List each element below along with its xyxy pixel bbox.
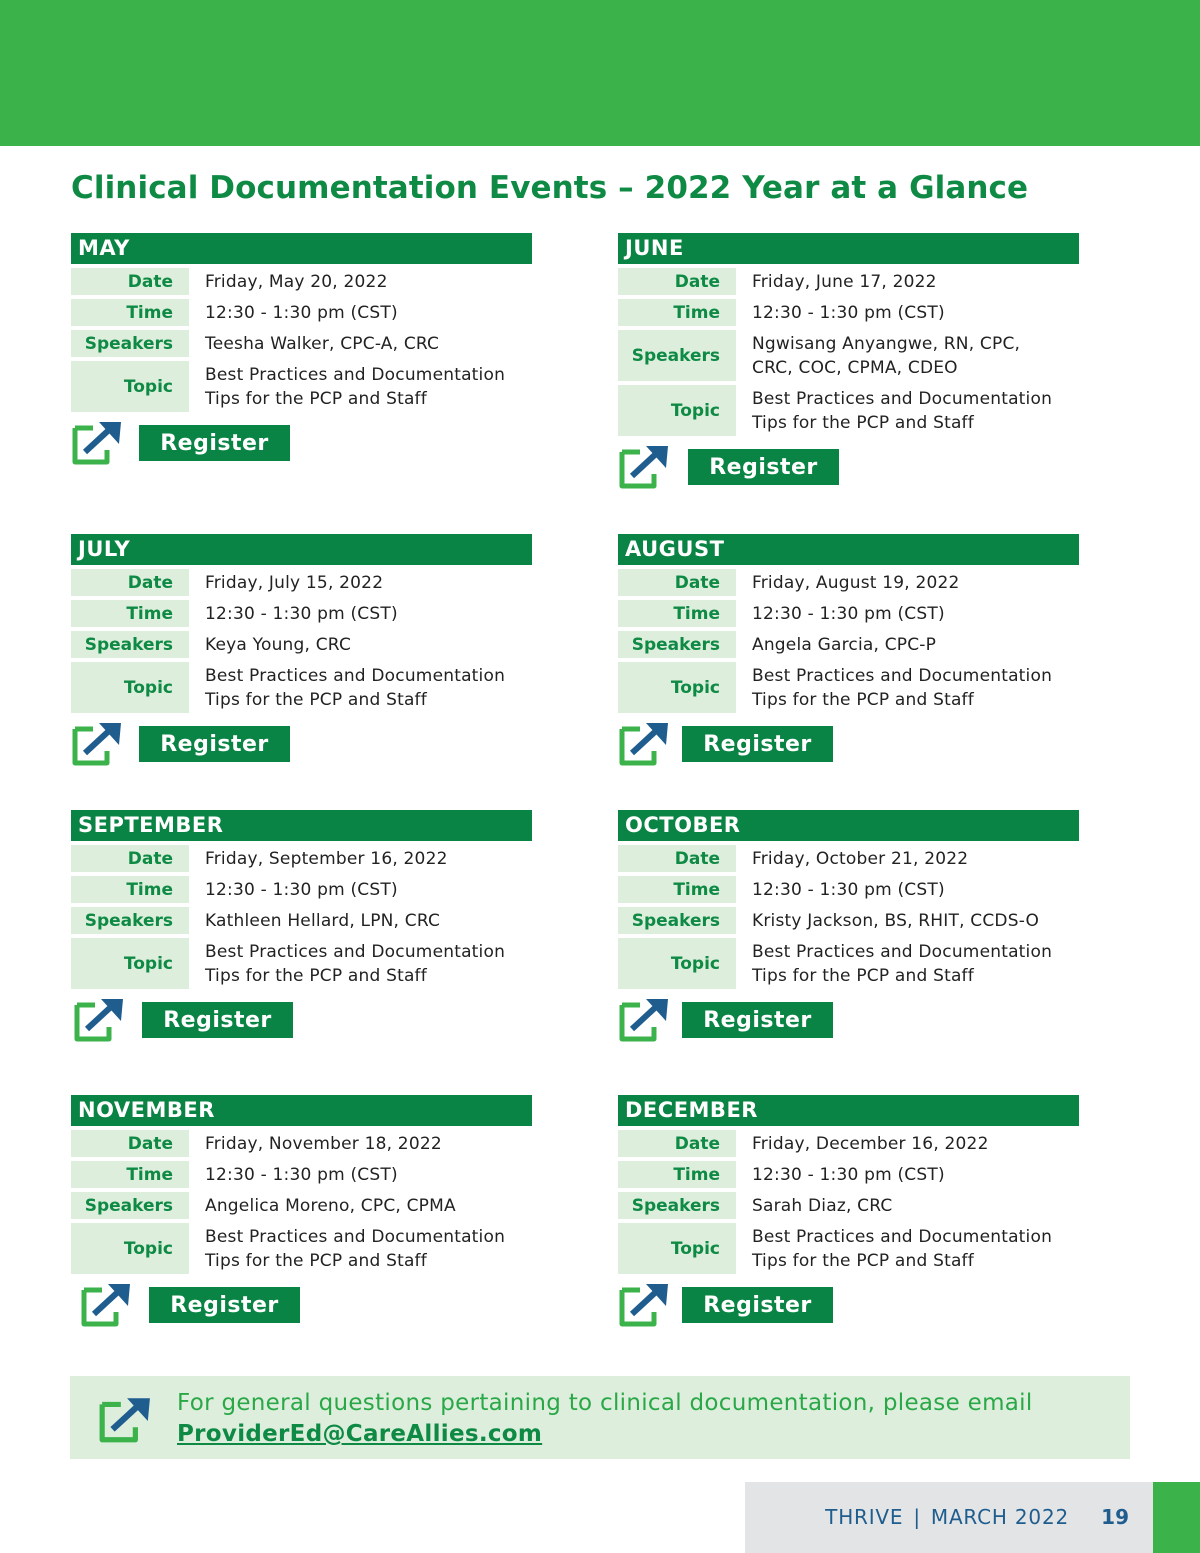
publication-line bbox=[825, 1505, 1069, 1529]
time-row bbox=[618, 876, 1079, 903]
time-value: 12:30 - 1:30 pm (CST) bbox=[205, 302, 398, 323]
line: Tips for the PCP and Staff bbox=[205, 689, 427, 710]
line: Best Practices and Documentation bbox=[752, 941, 1053, 962]
date-row bbox=[71, 569, 532, 596]
speakers-value bbox=[736, 330, 1020, 381]
month-header: OCTOBER bbox=[618, 810, 1079, 841]
date-value: Friday, August 19, 2022 bbox=[752, 572, 960, 593]
register-button[interactable]: Register bbox=[682, 726, 833, 762]
month-header: MAY bbox=[71, 233, 532, 264]
time-value: 12:30 - 1:30 pm (CST) bbox=[205, 603, 398, 624]
speakers-value bbox=[736, 631, 936, 658]
month-header: AUGUST bbox=[618, 534, 1079, 565]
event-august bbox=[618, 534, 1079, 777]
time-row bbox=[71, 876, 532, 903]
speakers-value bbox=[736, 907, 1039, 934]
line: Tips for the PCP and Staff bbox=[752, 412, 974, 433]
event-october bbox=[618, 810, 1079, 1053]
topic-value bbox=[736, 1223, 1052, 1274]
time-value: 12:30 - 1:30 pm (CST) bbox=[205, 879, 398, 900]
date-row bbox=[71, 268, 532, 295]
line: Best Practices and Documentation bbox=[752, 388, 1053, 409]
speakers-row bbox=[71, 1192, 532, 1219]
topic-label: Topic bbox=[71, 938, 189, 989]
time-value: 12:30 - 1:30 pm (CST) bbox=[205, 1164, 398, 1185]
speakers-value bbox=[189, 330, 439, 357]
speakers-label: Speakers bbox=[618, 1192, 736, 1219]
time-value: 12:30 - 1:30 pm (CST) bbox=[752, 302, 945, 323]
time-value: 12:30 - 1:30 pm (CST) bbox=[752, 1164, 945, 1185]
speakers-label: Speakers bbox=[618, 907, 736, 934]
register-button[interactable]: Register bbox=[149, 1287, 300, 1323]
line: Best Practices and Documentation bbox=[205, 665, 506, 686]
time-label: Time bbox=[618, 876, 736, 903]
register-area bbox=[71, 997, 532, 1053]
date-value: Friday, June 17, 2022 bbox=[752, 271, 937, 292]
external-link-icon[interactable] bbox=[618, 444, 670, 490]
line: Best Practices and Documentation bbox=[205, 364, 506, 385]
speakers-label: Speakers bbox=[71, 330, 189, 357]
line: Teesha Walker, CPC-A, CRC bbox=[205, 333, 440, 354]
register-button[interactable]: Register bbox=[142, 1002, 293, 1038]
line: Tips for the PCP and Staff bbox=[205, 965, 427, 986]
date-label: Date bbox=[618, 569, 736, 596]
date-value: Friday, December 16, 2022 bbox=[752, 1133, 989, 1154]
date-row bbox=[618, 845, 1079, 872]
date-value: Friday, October 21, 2022 bbox=[752, 848, 969, 869]
month-header: NOVEMBER bbox=[71, 1095, 532, 1126]
time-row bbox=[71, 600, 532, 627]
month-header: JULY bbox=[71, 534, 532, 565]
time-label: Time bbox=[618, 1161, 736, 1188]
external-link-icon[interactable] bbox=[98, 1396, 152, 1444]
time-label: Time bbox=[618, 299, 736, 326]
line: Angela Garcia, CPC-P bbox=[752, 634, 937, 655]
register-button[interactable]: Register bbox=[139, 726, 290, 762]
page-footer bbox=[745, 1482, 1153, 1553]
register-area bbox=[618, 997, 1079, 1053]
topic-value bbox=[736, 662, 1052, 713]
topic-value bbox=[736, 385, 1052, 436]
event-september bbox=[71, 810, 532, 1053]
speakers-row bbox=[618, 907, 1079, 934]
date-row bbox=[618, 1130, 1079, 1157]
register-area bbox=[71, 420, 532, 476]
speakers-label: Speakers bbox=[618, 631, 736, 658]
time-row bbox=[618, 1161, 1079, 1188]
event-june bbox=[618, 233, 1079, 500]
time-row bbox=[618, 299, 1079, 326]
topic-value bbox=[189, 361, 505, 412]
speakers-label: Speakers bbox=[71, 907, 189, 934]
topic-value bbox=[189, 662, 505, 713]
topic-label: Topic bbox=[71, 361, 189, 412]
month-header: DECEMBER bbox=[618, 1095, 1079, 1126]
register-area bbox=[71, 1282, 532, 1338]
date-value: Friday, September 16, 2022 bbox=[205, 848, 448, 869]
line: Kathleen Hellard, LPN, CRC bbox=[205, 910, 441, 931]
event-december bbox=[618, 1095, 1079, 1338]
date-label: Date bbox=[618, 845, 736, 872]
speakers-label: Speakers bbox=[71, 631, 189, 658]
page-title: Clinical Documentation Events – 2022 Year at a Glance bbox=[71, 170, 1029, 206]
date-value: Friday, July 15, 2022 bbox=[205, 572, 384, 593]
line: Sarah Diaz, CRC bbox=[752, 1195, 893, 1216]
page-edge-tab bbox=[1153, 1482, 1200, 1553]
time-label: Time bbox=[71, 876, 189, 903]
topic-row bbox=[71, 1223, 532, 1274]
publication-name: THRIVE bbox=[825, 1505, 904, 1529]
event-november bbox=[71, 1095, 532, 1338]
speakers-value bbox=[189, 1192, 456, 1219]
external-link-icon[interactable] bbox=[618, 721, 670, 767]
topic-value bbox=[189, 1223, 505, 1274]
speakers-row bbox=[618, 631, 1079, 658]
speakers-row bbox=[71, 907, 532, 934]
time-row bbox=[71, 299, 532, 326]
date-row bbox=[71, 1130, 532, 1157]
time-label: Time bbox=[71, 600, 189, 627]
time-row bbox=[71, 1161, 532, 1188]
line: Keya Young, CRC bbox=[205, 634, 352, 655]
time-row bbox=[618, 600, 1079, 627]
speakers-row bbox=[618, 330, 1079, 381]
speakers-value bbox=[189, 631, 351, 658]
time-value: 12:30 - 1:30 pm (CST) bbox=[752, 879, 945, 900]
line: Tips for the PCP and Staff bbox=[752, 965, 974, 986]
external-link-icon[interactable] bbox=[618, 997, 670, 1043]
publication-issue: MARCH 2022 bbox=[930, 1505, 1069, 1529]
line: Tips for the PCP and Staff bbox=[205, 388, 427, 409]
speakers-value bbox=[189, 907, 440, 934]
date-label: Date bbox=[71, 1130, 189, 1157]
line: Tips for the PCP and Staff bbox=[752, 689, 974, 710]
date-label: Date bbox=[71, 845, 189, 872]
register-area bbox=[618, 1282, 1079, 1338]
line: Kristy Jackson, BS, RHIT, CCDS-O bbox=[752, 910, 1040, 931]
topic-row bbox=[71, 938, 532, 989]
register-area bbox=[618, 721, 1079, 777]
contact-email-link[interactable]: ProviderEd@CareAllies.com bbox=[177, 1421, 543, 1447]
contact-text bbox=[177, 1388, 1033, 1450]
register-area bbox=[71, 721, 532, 777]
topic-row bbox=[71, 662, 532, 713]
date-label: Date bbox=[618, 268, 736, 295]
date-value: Friday, May 20, 2022 bbox=[205, 271, 388, 292]
topic-value bbox=[189, 938, 505, 989]
month-header: SEPTEMBER bbox=[71, 810, 532, 841]
external-link-icon[interactable] bbox=[73, 997, 125, 1043]
line: Angelica Moreno, CPC, CPMA bbox=[205, 1195, 456, 1216]
time-label: Time bbox=[71, 299, 189, 326]
date-value: Friday, November 18, 2022 bbox=[205, 1133, 442, 1154]
external-link-icon[interactable] bbox=[71, 420, 123, 466]
speakers-label: Speakers bbox=[618, 330, 736, 381]
event-july bbox=[71, 534, 532, 777]
speakers-row bbox=[71, 330, 532, 357]
line: Tips for the PCP and Staff bbox=[752, 1250, 974, 1271]
line: Best Practices and Documentation bbox=[205, 941, 506, 962]
topic-label: Topic bbox=[71, 1223, 189, 1274]
topic-label: Topic bbox=[618, 385, 736, 436]
date-label: Date bbox=[71, 268, 189, 295]
event-may bbox=[71, 233, 532, 476]
topic-row bbox=[618, 385, 1079, 436]
line: Tips for the PCP and Staff bbox=[205, 1250, 427, 1271]
external-link-icon[interactable] bbox=[80, 1282, 132, 1328]
date-label: Date bbox=[618, 1130, 736, 1157]
register-area bbox=[618, 444, 1079, 500]
top-banner bbox=[0, 0, 1200, 146]
page-number: 19 bbox=[1101, 1505, 1129, 1529]
topic-label: Topic bbox=[71, 662, 189, 713]
date-label: Date bbox=[71, 569, 189, 596]
external-link-icon[interactable] bbox=[71, 721, 123, 767]
speakers-value bbox=[736, 1192, 892, 1219]
time-label: Time bbox=[618, 600, 736, 627]
topic-label: Topic bbox=[618, 662, 736, 713]
external-link-icon[interactable] bbox=[618, 1282, 670, 1328]
topic-label: Topic bbox=[618, 938, 736, 989]
speakers-row bbox=[618, 1192, 1079, 1219]
line: Best Practices and Documentation bbox=[752, 665, 1053, 686]
line: CRC, COC, CPMA, CDEO bbox=[752, 357, 958, 378]
speakers-label: Speakers bbox=[71, 1192, 189, 1219]
topic-value bbox=[736, 938, 1052, 989]
register-button[interactable]: Register bbox=[688, 449, 839, 485]
publication-separator: | bbox=[913, 1505, 921, 1529]
time-label: Time bbox=[71, 1161, 189, 1188]
topic-row bbox=[618, 662, 1079, 713]
date-row bbox=[71, 845, 532, 872]
time-value: 12:30 - 1:30 pm (CST) bbox=[752, 603, 945, 624]
contact-message: For general questions pertaining to clinical documentation, please email bbox=[177, 1390, 1033, 1416]
line: Ngwisang Anyangwe, RN, CPC, bbox=[752, 333, 1021, 354]
line: Best Practices and Documentation bbox=[205, 1226, 506, 1247]
register-button[interactable]: Register bbox=[139, 425, 290, 461]
line: Best Practices and Documentation bbox=[752, 1226, 1053, 1247]
topic-label: Topic bbox=[618, 1223, 736, 1274]
date-row bbox=[618, 569, 1079, 596]
topic-row bbox=[618, 1223, 1079, 1274]
topic-row bbox=[71, 361, 532, 412]
register-button[interactable]: Register bbox=[682, 1287, 833, 1323]
register-button[interactable]: Register bbox=[682, 1002, 833, 1038]
topic-row bbox=[618, 938, 1079, 989]
contact-box bbox=[70, 1376, 1130, 1459]
speakers-row bbox=[71, 631, 532, 658]
date-row bbox=[618, 268, 1079, 295]
month-header: JUNE bbox=[618, 233, 1079, 264]
